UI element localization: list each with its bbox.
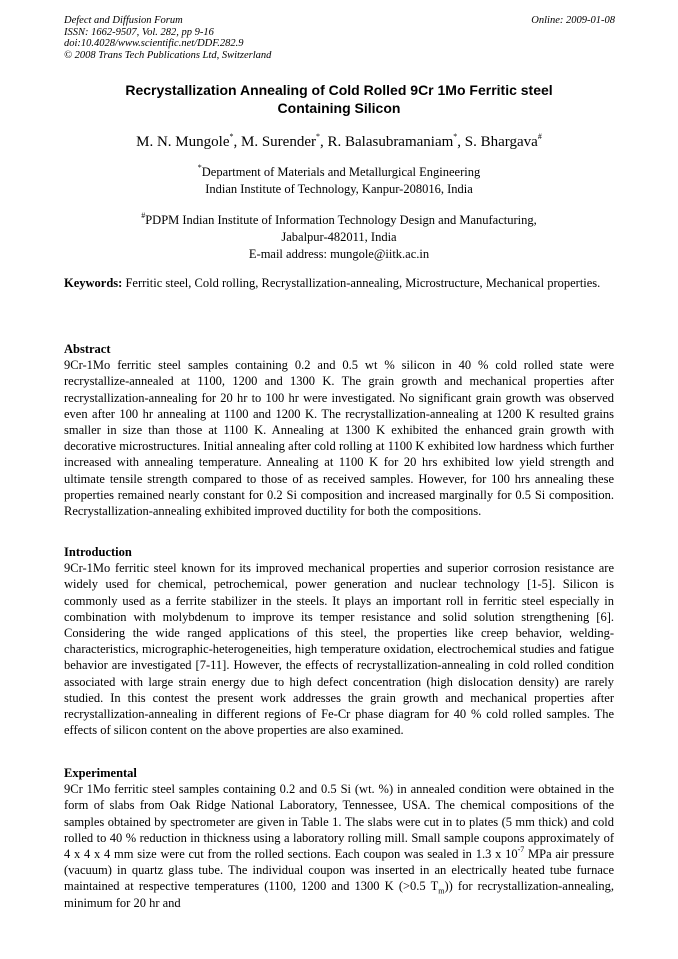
experimental-text-part: 9Cr 1Mo ferritic steel samples containing 0.2 and 0.5 Si (wt. %) in annealed condition were obtained in the form of slabs from Oak Ridge National Laboratory, Tennessee, USA. The chemical compositions of the samples obtained by spectrometer are given in Table 1. The slabs were cut in to plates (5 mm thick) and cold rolled to 40 % reduction in thickness using a laboratory rolling mill. Small sample coupons approximately of 4 x 4 x 4 mm size were cut from the rolled sections. Each coupon was sealed in 1.3 x 10 — [64, 782, 614, 862]
author-name: S. Bhargava — [464, 134, 538, 150]
melting-subscript: m — [438, 886, 445, 896]
experimental-text-part: )) for recrystallization-annealing, minimum for 20 hr and — [64, 879, 615, 910]
author-mark: * — [453, 132, 458, 141]
experimental-section — [64, 765, 614, 911]
affiliation-mark: # — [141, 210, 146, 220]
introduction-heading: Introduction — [64, 545, 132, 559]
keywords-label: Keywords: — [64, 276, 123, 290]
affiliation-line: Jabalpur-482011, India — [281, 230, 397, 244]
pressure-exponent: -7 — [517, 844, 525, 854]
abstract-heading: Abstract — [64, 342, 111, 356]
affiliation-1 — [64, 164, 614, 198]
journal-name: Defect and Diffusion Forum — [64, 15, 183, 26]
journal-issn: ISSN: 1662-9507, Vol. 282, pp 9-16 — [64, 26, 214, 38]
title-line-1: Recrystallization Annealing of Cold Rolled 9Cr 1Mo Ferritic steel — [125, 82, 553, 98]
title-line-2: Containing Silicon — [277, 99, 401, 116]
abstract-section — [64, 341, 614, 519]
journal-doi: doi:10.4028/www.scientific.net/DDF.282.9 — [64, 38, 244, 49]
author-mark: * — [315, 132, 320, 141]
abstract-text: 9Cr-1Mo ferritic steel samples containing 0.2 and 0.5 wt % silicon in 40 % cold rolled state were recrystallize-annealed at 1100, 1200 and 1300 K. The grain growth and mechanical properties after recrystallization-annealing for 20 hr to 100 hr were investigated. No significant grain growth was observed even after 100 hr annealing at 1100 and 1200 K. The recrystallization-annealing at 1200 K resulted grains smaller in size than those at 1100 K. Annealing at 1300 K exhibited the enhanced grain growth with decorative microstructures. Initial annealing after cold rolling at 1100 K exhibited low hardness which further increased with annealing temperature. Annealing at 1100 K for 20 hrs exhibited low yield strength and ultimate tensile strength compared to those of as received samples. However, for 100 hrs annealing these properties remained nearly constant for 0.2 Si composition and increased marginally for 0.5 Si composition. Recrystallization-annealing exhibited improved ductility for both the compositions. — [64, 358, 614, 519]
keywords — [64, 275, 614, 292]
affiliation-mark: * — [197, 162, 202, 172]
affiliation-line: PDPM Indian Institute of Information Technology Design and Manufacturing, — [145, 213, 537, 227]
author-name: R. Balasubramaniam — [327, 134, 454, 150]
author-name: M. Surender — [240, 134, 316, 150]
introduction-section — [64, 544, 614, 738]
affiliation-2 — [64, 212, 614, 263]
affiliation-line: Indian Institute of Technology, Kanpur-208016, India — [205, 182, 473, 196]
journal-copyright: © 2008 Trans Tech Publications Ltd, Switzerland — [64, 49, 272, 61]
contact-email: E-mail address: mungole@iitk.ac.in — [248, 247, 430, 261]
author-mark: # — [537, 132, 542, 141]
keywords-text: Ferritic steel, Cold rolling, Recrystallization-annealing, Microstructure, Mechanical properties. — [122, 276, 601, 290]
journal-header — [64, 15, 271, 61]
author-mark: * — [229, 132, 234, 141]
author-list: M. N. Mungole*, M. Surender*, R. Balasubramaniam*, S. Bhargava# — [136, 132, 542, 150]
affiliation-line: Department of Materials and Metallurgical Engineering — [201, 165, 481, 179]
author-name: M. N. Mungole — [136, 134, 230, 150]
experimental-heading: Experimental — [64, 766, 137, 780]
experimental-text-part: MPa air pressure (vacuum) in quartz glass tube. The individual coupon was inserted in an electrically heated tube furnace maintained at respective temperatures (1100, 1200 and 1300 K (>0.5 T — [64, 847, 614, 894]
paper-title — [64, 82, 614, 117]
online-date: Online: 2009-01-08 — [531, 15, 615, 26]
experimental-text — [64, 781, 614, 911]
introduction-text: 9Cr-1Mo ferritic steel known for its improved mechanical properties and superior corrosion resistance are widely used for chemical, petrochemical, power generation and nuclear technology [1-5]. Silicon is commonly used as a ferrite stabilizer in the steels. It plays an important roll in ferritic steel especially in combination with molybdenum to improve its temper resistance and solid solution strengthening [6]. Considering the wide ranged applications of this steel, the properties like creep behavior, welding-characteristics, micrographic-heterogeneities, high temperature oxidation, electrochemical studies and fatigue behavior are investigated [7-11]. However, the effects of recrystallization-annealing in cold rolled condition associated with large strain energy due to high defect concentration (high dislocation density) are rarely studied. In this contest the present work addresses the grain growth and mechanical properties after recrystallization-annealing in different regions of Fe-Cr phase diagram for 40 % cold rolled samples. The effects of silicon content on the above properties are also examined. — [64, 561, 614, 738]
